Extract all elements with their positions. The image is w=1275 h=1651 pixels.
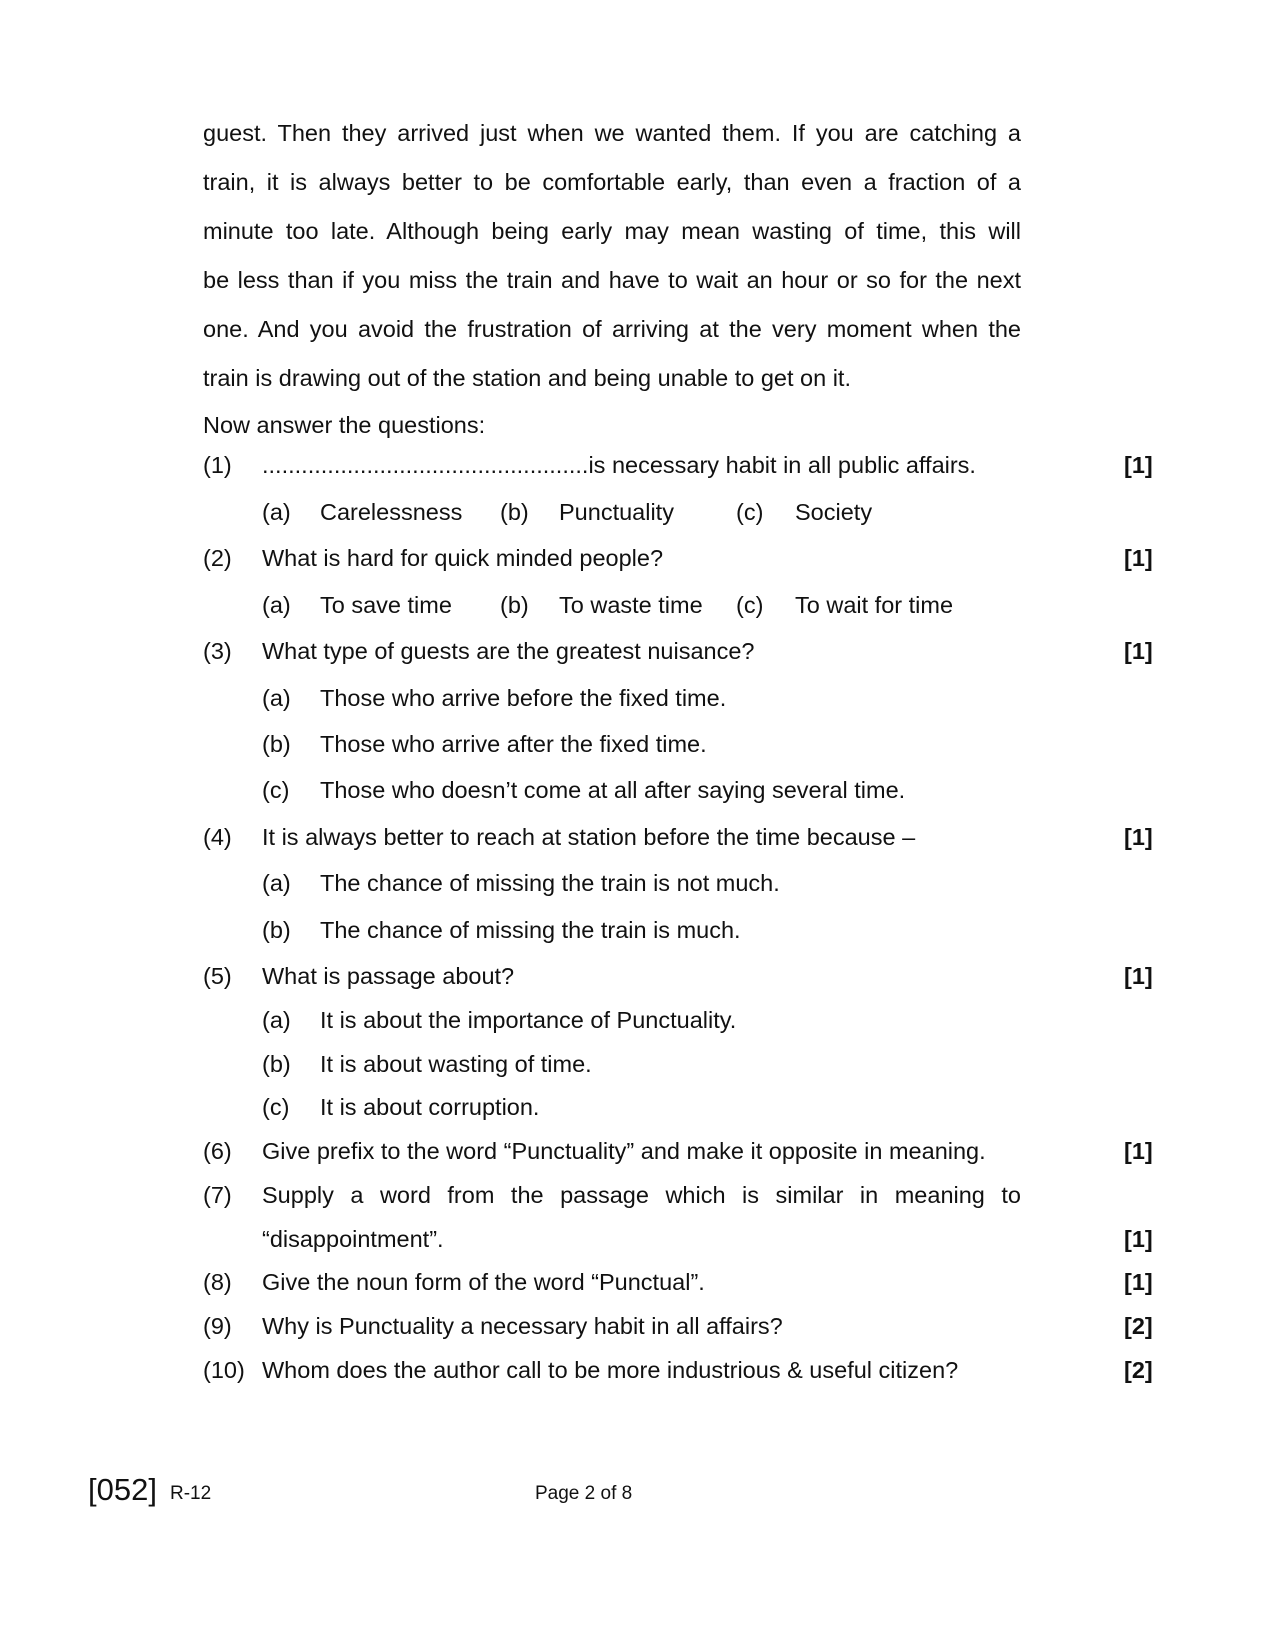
question-4 — [0, 817, 1275, 857]
reading-passage — [203, 109, 1021, 403]
question-marks: [2] — [1124, 1357, 1153, 1383]
paper-code: [052] — [88, 1472, 157, 1507]
question-number: (4) — [203, 824, 232, 850]
question-number: (10) — [203, 1357, 245, 1383]
option-text: It is about wasting of time. — [320, 1051, 592, 1077]
question-text: Whom does the author call to be more industrious & useful citizen? — [262, 1357, 959, 1383]
passage-line: train is drawing out of the station and being unable to get on it. — [203, 365, 851, 391]
question-5-option-b — [0, 1044, 1275, 1084]
option-text: Punctuality — [559, 499, 674, 525]
question-6 — [0, 1131, 1275, 1171]
question-text-line: Supply a word from the passage which is similar in meaning to — [262, 1182, 1021, 1208]
option-label: (a) — [262, 499, 291, 525]
passage-line: one. And you avoid the frustration of arriving at the very moment when the — [203, 316, 1021, 342]
option-text: The chance of missing the train is much. — [320, 917, 741, 943]
question-8 — [0, 1262, 1275, 1302]
option-label: (b) — [500, 499, 529, 525]
option-text: Those who arrive before the fixed time. — [320, 685, 727, 711]
question-text: Why is Punctuality a necessary habit in all affairs? — [262, 1313, 783, 1339]
option-label: (a) — [262, 1007, 291, 1033]
option-label: (a) — [262, 685, 291, 711]
question-number: (5) — [203, 963, 232, 989]
question-2 — [0, 538, 1275, 578]
page-number: Page 2 of 8 — [535, 1483, 633, 1504]
passage-line: train, it is always better to be comfortable early, than even a fraction of a — [203, 169, 1021, 195]
question-3-option-c — [0, 770, 1275, 810]
question-marks: [1] — [1124, 545, 1153, 571]
question-text: ..................................................is necessary habit in all public affairs. — [262, 452, 976, 478]
questions-intro: Now answer the questions: — [203, 412, 486, 438]
passage-line: be less than if you miss the train and have to wait an hour or so for the next — [203, 267, 1021, 293]
question-marks: [1] — [1124, 1226, 1153, 1252]
option-text: It is about corruption. — [320, 1094, 540, 1120]
question-7-continued — [0, 1219, 1275, 1259]
question-number: (6) — [203, 1138, 232, 1164]
option-label: (c) — [736, 592, 764, 618]
question-marks: [1] — [1124, 1138, 1153, 1164]
question-3-option-a — [0, 678, 1275, 718]
question-text: What is passage about? — [262, 963, 515, 989]
question-9 — [0, 1306, 1275, 1346]
passage-line: guest. Then they arrived just when we wanted them. If you are catching a — [203, 120, 1021, 146]
question-text: Give prefix to the word “Punctuality” and make it opposite in meaning. — [262, 1138, 986, 1164]
option-text: To wait for time — [795, 592, 954, 618]
question-2-options — [0, 585, 1275, 625]
question-marks: [2] — [1124, 1313, 1153, 1339]
question-number: (9) — [203, 1313, 232, 1339]
option-text: To save time — [320, 592, 452, 618]
option-label: (b) — [262, 731, 291, 757]
option-label: (c) — [262, 777, 290, 803]
passage-line: minute too late. Although being early may mean wasting of time, this will — [203, 218, 1021, 244]
question-text: What is hard for quick minded people? — [262, 545, 664, 571]
option-label: (a) — [262, 592, 291, 618]
option-label: (a) — [262, 870, 291, 896]
option-text: It is about the importance of Punctuality. — [320, 1007, 737, 1033]
paper-subcode: R-12 — [170, 1483, 212, 1504]
option-label: (b) — [500, 592, 529, 618]
option-text: The chance of missing the train is not much. — [320, 870, 780, 896]
option-label: (b) — [262, 917, 291, 943]
question-4-option-a — [0, 863, 1275, 903]
option-label: (c) — [262, 1094, 290, 1120]
question-1-options — [0, 492, 1275, 532]
question-1 — [0, 445, 1275, 485]
question-marks: [1] — [1124, 824, 1153, 850]
question-3-option-b — [0, 724, 1275, 764]
question-5-option-c — [0, 1087, 1275, 1127]
question-4-option-b — [0, 910, 1275, 950]
question-number: (1) — [203, 452, 232, 478]
option-text: Those who doesn’t come at all after saying several time. — [320, 777, 906, 803]
question-marks: [1] — [1124, 638, 1153, 664]
question-5-option-a — [0, 1000, 1275, 1040]
question-text: It is always better to reach at station before the time because – — [262, 824, 916, 850]
option-text: Carelessness — [320, 499, 463, 525]
question-marks: [1] — [1124, 963, 1153, 989]
question-text-line: “disappointment”. — [262, 1226, 444, 1252]
option-text: To waste time — [559, 592, 703, 618]
question-number: (2) — [203, 545, 232, 571]
option-text: Those who arrive after the fixed time. — [320, 731, 707, 757]
question-3 — [0, 631, 1275, 671]
option-label: (c) — [736, 499, 764, 525]
question-text: Give the noun form of the word “Punctual”. — [262, 1269, 705, 1295]
option-text: Society — [795, 499, 873, 525]
question-number: (3) — [203, 638, 232, 664]
question-text: What type of guests are the greatest nuisance? — [262, 638, 755, 664]
question-7-text — [262, 1172, 1021, 1218]
question-number: (7) — [203, 1182, 232, 1208]
question-number: (8) — [203, 1269, 232, 1295]
option-label: (b) — [262, 1051, 291, 1077]
question-10 — [0, 1350, 1275, 1390]
question-marks: [1] — [1124, 452, 1153, 478]
question-5 — [0, 956, 1275, 996]
question-marks: [1] — [1124, 1269, 1153, 1295]
